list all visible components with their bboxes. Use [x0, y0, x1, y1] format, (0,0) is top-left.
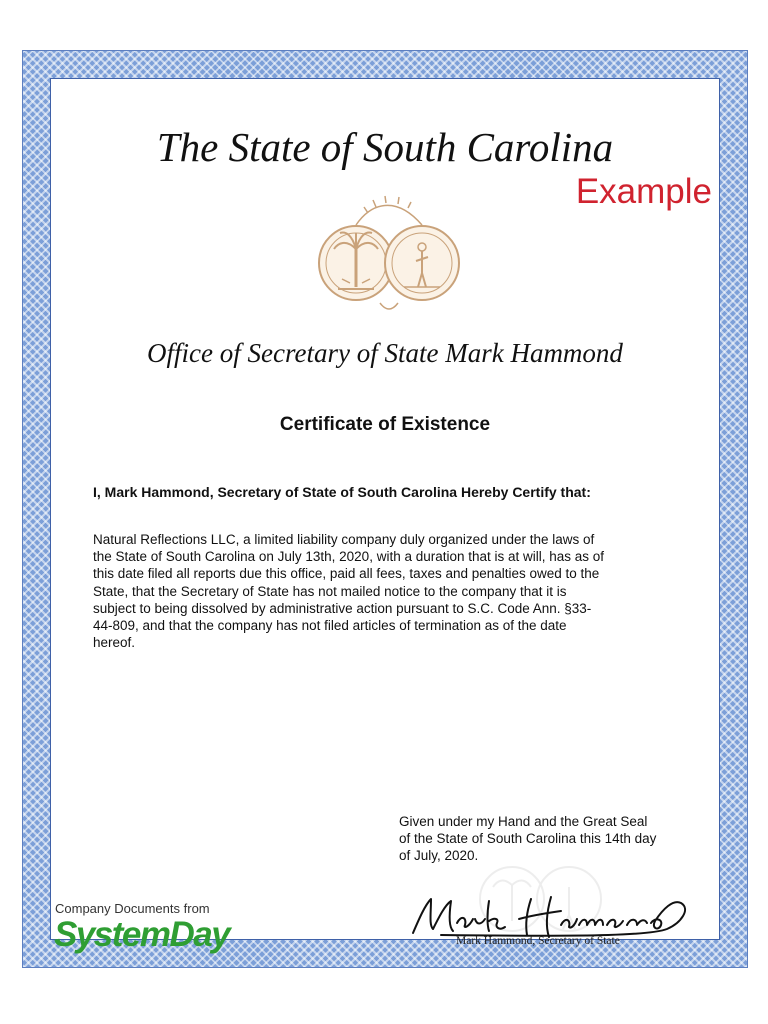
certificate-header-title: The State of South Carolina [156, 124, 614, 170]
certificate-page [50, 78, 720, 954]
state-seal-icon [316, 191, 462, 317]
body-line: hereof. [93, 635, 136, 651]
body-line: the State of South Carolina on July 13th, 2020, with a duration that is at will, has as of [93, 549, 605, 565]
given-line: Given under my Hand and the Great Seal [399, 814, 648, 829]
given-line: of the State of South Carolina this 14th day [399, 831, 657, 847]
systemday-logo [54, 915, 229, 955]
signature-caption: Mark Hammond, Secretary of State [456, 935, 620, 947]
certificate-border [22, 50, 748, 968]
company-documents-text [55, 901, 210, 916]
body-line: this date filed all reports due this office, paid all fees, taxes and penalties owed to the [93, 566, 600, 582]
company-documents-from: from [183, 901, 210, 916]
company-documents-label: Company Documents [55, 901, 180, 916]
body-line: Natural Reflections LLC, a limited liability company duly organized under the laws of [93, 532, 595, 547]
body-line: subject to being dissolved by administrative action pursuant to S.C. Code Ann. §33- [93, 600, 592, 616]
body-line: State, that the Secretary of State has not mailed notice to the company that it is [93, 583, 567, 599]
certificate-title: Certificate of Existence [279, 414, 491, 435]
certificate-body [93, 531, 681, 651]
given-line: of July, 2020. [399, 848, 479, 864]
example-watermark-label: Example [575, 172, 712, 211]
body-line: 44-809, and that the company has not filed articles of termination as of the date [93, 618, 567, 634]
systemday-logo-part2: Day [169, 915, 230, 954]
certify-statement: I, Mark Hammond, Secretary of State of South Carolina Hereby Certify that: [93, 484, 591, 500]
systemday-logo-part1: System [54, 915, 170, 954]
office-heading: Office of Secretary of State Mark Hammond [147, 338, 623, 368]
